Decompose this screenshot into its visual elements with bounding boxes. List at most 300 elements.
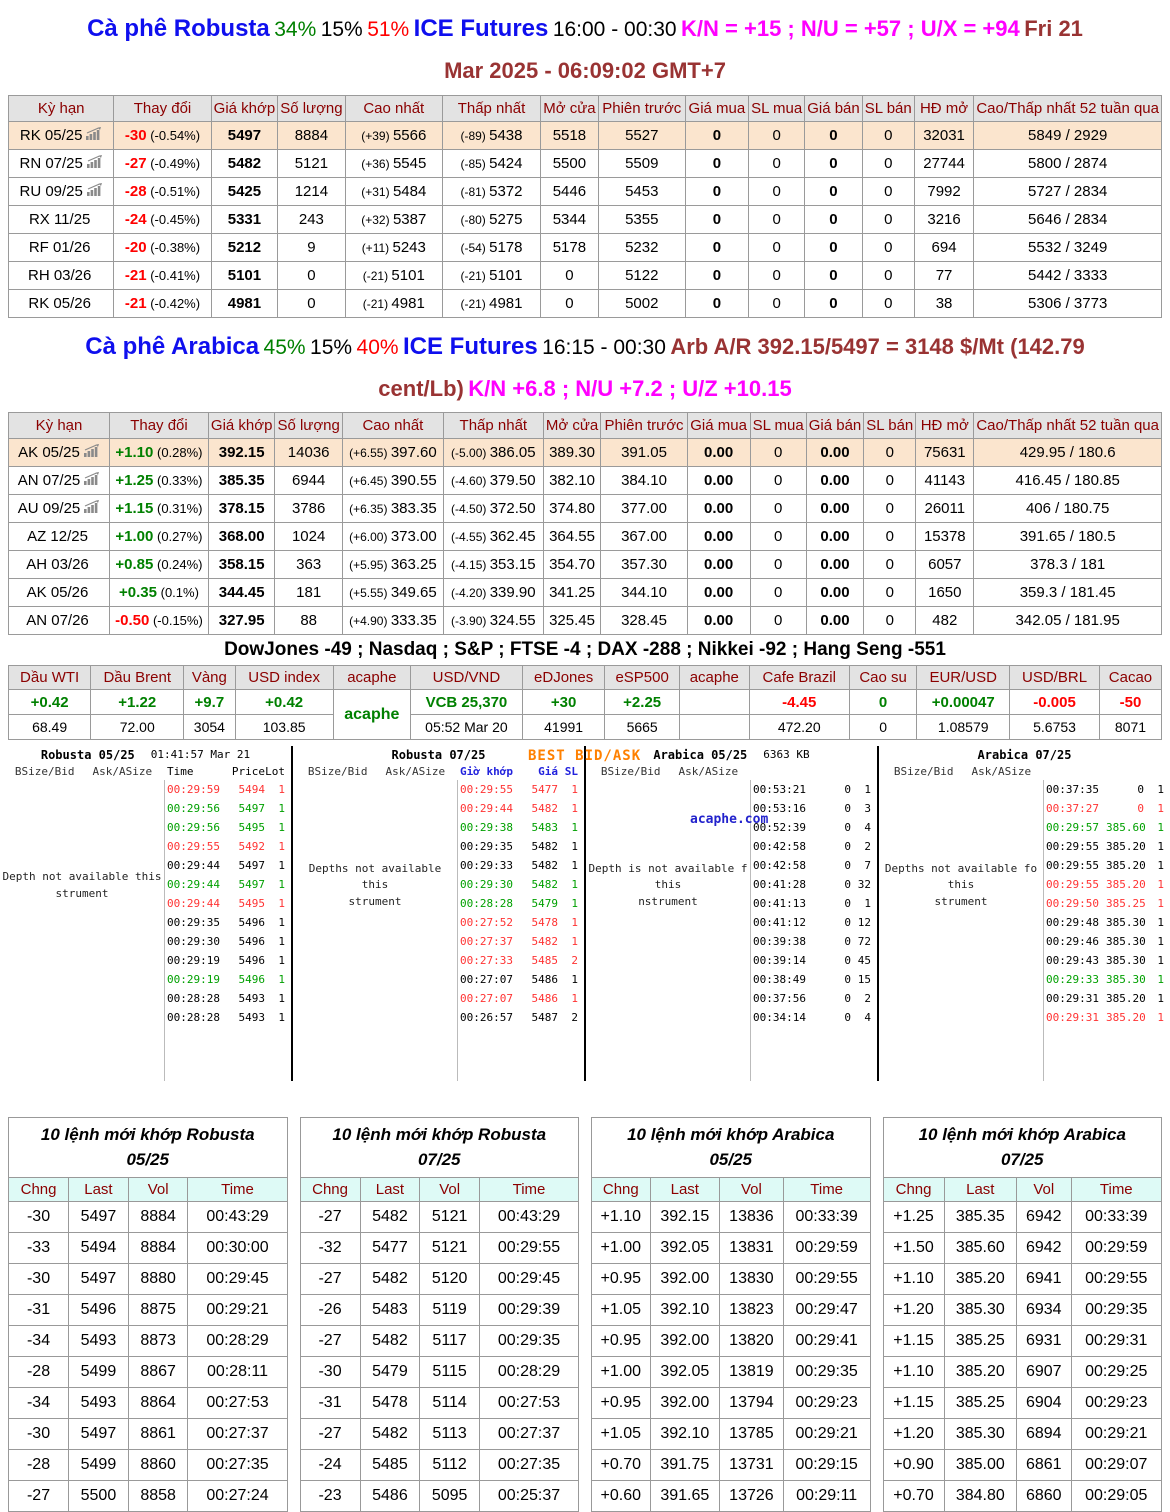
recent-vol-cell: 6894 (1017, 1419, 1072, 1450)
low-cell: (-4.55) 362.45 (443, 523, 543, 551)
depth-panel-subtitle: 01:41:57 Mar 21 (150, 748, 251, 761)
futures-row (9, 607, 1162, 635)
open-interest-cell: 26011 (916, 495, 974, 523)
recent-trade-row (9, 1419, 288, 1450)
recent-last-cell: 392.00 (650, 1388, 719, 1419)
ticker-change-cell: -50 (1099, 690, 1161, 715)
trade-time: 00:29:19 (167, 954, 220, 967)
recent-trades-table (300, 1117, 580, 1512)
recent-vol-cell: 6907 (1017, 1357, 1072, 1388)
open-interest-cell: 482 (916, 607, 974, 635)
high-cell: (+36) 5545 (345, 149, 442, 177)
contract-cell (9, 523, 110, 551)
recent-chng-cell: +0.70 (883, 1481, 944, 1512)
trade-list-row (167, 818, 291, 837)
trade-size: 2 (864, 840, 871, 853)
depth-panel (293, 746, 586, 1081)
trade-time: 00:29:55 (460, 783, 513, 796)
volume-cell: 88 (275, 607, 342, 635)
range-52w-cell: 391.65 / 180.5 (974, 523, 1162, 551)
trade-price: 0 (844, 859, 851, 872)
recent-trade-row (883, 1450, 1162, 1481)
previous-cell: 5122 (598, 261, 685, 289)
recent-chng-cell: -32 (300, 1233, 360, 1264)
depth-column-headers (879, 763, 1170, 780)
recent-chng-cell: +0.95 (592, 1264, 651, 1295)
ticker-value-cell: 5665 (605, 715, 680, 740)
recent-trade-row (592, 1202, 871, 1233)
trade-size: 32 (857, 878, 871, 891)
change-cell (114, 261, 211, 289)
trade-time: 00:29:30 (460, 878, 513, 891)
futures-row (9, 289, 1162, 317)
high-cell: (-21) 5101 (345, 261, 442, 289)
column-header: Mở cửa (543, 413, 601, 439)
ask-price-cell: 0.00 (806, 579, 864, 607)
high-delta: (+36) (361, 156, 393, 171)
recent-trade-row (592, 1264, 871, 1295)
ticker-column-header: EUR/USD (917, 666, 1010, 690)
ticker-column-header: Cacao (1099, 666, 1161, 690)
trade-list-headers (460, 765, 584, 778)
contract-label[interactable]: RN 07/25 (19, 154, 83, 172)
bid-size-cell: 0 (749, 289, 805, 317)
contract-label[interactable]: RU 09/25 (19, 182, 83, 200)
ticker-change-cell: 0 (849, 690, 916, 715)
recent-trade-row (883, 1481, 1162, 1512)
trade-time: 00:41:13 (753, 897, 806, 910)
change-value: -28 (124, 182, 147, 200)
change-percent: (0.27%) (153, 529, 203, 544)
contract-cell (9, 467, 110, 495)
trade-price: 5485 (531, 954, 558, 967)
trade-time: 00:29:38 (460, 821, 513, 834)
ticker-change-cell: +0.00047 (917, 690, 1010, 715)
trade-price: 5482 (531, 840, 558, 853)
recent-title: 10 lệnh mới khớp Robusta 07/25 (300, 1118, 579, 1178)
bsize-bid-header: BSize/Bid (893, 765, 954, 778)
trade-time: 00:29:44 (167, 859, 220, 872)
last-price-cell: 5497 (211, 121, 278, 149)
ticker-column-header: acaphe (680, 666, 749, 690)
recent-chng-cell: -26 (300, 1295, 360, 1326)
recent-chng-cell: +0.95 (592, 1388, 651, 1419)
recent-chng-cell: -30 (9, 1264, 69, 1295)
high-delta: (+6.35) (349, 502, 391, 516)
ticker-change-cell: +30 (522, 690, 604, 715)
commodity-ticker-table (8, 665, 1162, 740)
contract-label[interactable]: AN 07/26 (26, 612, 89, 629)
contract-cell (9, 289, 114, 317)
trade-time: 00:27:37 (460, 935, 513, 948)
trade-time: 00:29:31 (1046, 1011, 1099, 1024)
recent-column-header: Chng (883, 1178, 944, 1202)
recent-last-cell: 5499 (69, 1357, 129, 1388)
trade-size: 1 (1157, 935, 1164, 948)
recent-chng-cell: +1.15 (883, 1388, 944, 1419)
trade-list-row (167, 875, 291, 894)
volume-cell: 6944 (275, 467, 342, 495)
futures-row (9, 495, 1162, 523)
column-header: Giá bán (806, 413, 864, 439)
trade-list[interactable] (164, 780, 291, 1081)
low-cell: (-21) 5101 (442, 261, 540, 289)
high-delta: (+5.55) (349, 586, 391, 600)
trade-list-row (753, 837, 877, 856)
recent-time-cell: 00:28:29 (188, 1326, 287, 1357)
chart-icon[interactable] (85, 127, 102, 141)
open-cell: 341.25 (543, 579, 601, 607)
trade-time: 00:29:55 (167, 840, 220, 853)
recent-last-cell: 392.05 (650, 1357, 719, 1388)
high-cell: (+11) 5243 (345, 233, 442, 261)
volume-cell: 1214 (278, 177, 345, 205)
low-cell: (-21) 4981 (442, 289, 540, 317)
arabica-body (9, 439, 1162, 635)
trade-list-row (1046, 951, 1170, 970)
bid-price-cell: 0.00 (687, 495, 750, 523)
last-price-cell: 378.15 (208, 495, 275, 523)
recent-trade-row (300, 1233, 579, 1264)
trade-time: 00:26:57 (460, 1011, 513, 1024)
high-delta: (+6.45) (349, 474, 391, 488)
recent-chng-cell: -34 (9, 1326, 69, 1357)
trade-size: 1 (278, 935, 285, 948)
trade-time: 00:27:33 (460, 954, 513, 967)
chart-icon[interactable] (83, 444, 100, 458)
volume-cell: 8884 (278, 121, 345, 149)
column-header: SL bán (864, 413, 916, 439)
volume-cell: 3786 (275, 495, 342, 523)
change-cell (110, 579, 209, 607)
ticker-column-header: Dầu WTI (9, 666, 91, 690)
trade-size: 1 (571, 859, 578, 872)
low-cell: (-4.20) 339.90 (443, 579, 543, 607)
trade-price: 5496 (238, 973, 265, 986)
trade-list-row (753, 970, 877, 989)
arabica-exchange: ICE Futures (403, 332, 538, 360)
recent-last-cell: 385.25 (944, 1326, 1016, 1357)
recent-last-cell: 5493 (69, 1388, 129, 1419)
contract-label[interactable]: AU 09/25 (17, 500, 81, 517)
chart-icon[interactable] (83, 500, 100, 514)
volume-cell: 0 (278, 289, 345, 317)
recent-time-cell: 00:29:05 (1071, 1481, 1161, 1512)
recent-trade-row (883, 1295, 1162, 1326)
trade-list-row (753, 780, 877, 799)
recent-time-cell: 00:25:37 (479, 1481, 578, 1512)
recent-last-cell: 392.15 (650, 1202, 719, 1233)
contract-label[interactable]: AH 03/26 (26, 556, 89, 573)
trade-list-row (167, 1008, 291, 1027)
trade-list-row (753, 1008, 877, 1027)
recent-time-cell: 00:29:35 (1071, 1295, 1161, 1326)
change-cell (114, 205, 211, 233)
contract-label[interactable]: AN 07/25 (17, 472, 81, 489)
best-bid-ask-label: BEST BID/ASK (528, 748, 642, 764)
low-delta: (-5.00) (451, 446, 490, 460)
trade-time: 00:29:44 (460, 802, 513, 815)
low-delta: (-4.50) (451, 502, 490, 516)
bid-price-cell: 0 (685, 205, 748, 233)
change-percent: (-0.41%) (146, 267, 201, 283)
recent-time-cell: 00:30:00 (188, 1233, 287, 1264)
open-cell: 5500 (541, 149, 599, 177)
bid-price-cell: 0 (685, 289, 748, 317)
contract-label[interactable]: RX 11/25 (28, 210, 91, 228)
trade-time: 00:29:59 (167, 783, 220, 796)
volume-cell: 9 (278, 233, 345, 261)
recent-time-cell: 00:29:39 (479, 1295, 578, 1326)
ask-asize-header: Ask/ASize (971, 765, 1032, 778)
contract-label[interactable]: AZ 12/25 (27, 528, 88, 545)
datetime-line: Mar 2025 - 06:09:02 GMT+7 (444, 58, 726, 83)
recent-column-header: Last (944, 1178, 1016, 1202)
recent-column-header: Chng (592, 1178, 651, 1202)
column-header: Giá bán (805, 95, 863, 121)
ask-size-cell: 0 (864, 551, 916, 579)
ticker-column-header: Vàng (184, 666, 235, 690)
arabica-session: 16:15 - 00:30 (542, 335, 666, 359)
recent-time-cell: 00:28:11 (188, 1357, 287, 1388)
high-delta: (-21) (362, 296, 392, 311)
recent-chng-cell: -34 (9, 1388, 69, 1419)
change-percent: (0.31%) (153, 501, 203, 516)
high-cell: (+6.45) 390.55 (342, 467, 443, 495)
arabica-heading (0, 318, 1170, 411)
recent-trades-table (8, 1117, 288, 1512)
bid-size-cell: 0 (750, 551, 806, 579)
open-cell: 374.80 (543, 495, 601, 523)
depth-section (0, 746, 1170, 1081)
open-interest-cell: 38 (914, 289, 974, 317)
open-cell: 0 (541, 289, 599, 317)
range-52w-cell: 416.45 / 180.85 (974, 467, 1162, 495)
contract-label[interactable]: RF 01/26 (28, 238, 91, 256)
chart-icon[interactable] (83, 472, 100, 486)
change-value: +0.85 (115, 556, 154, 573)
contract-label[interactable]: AK 05/25 (18, 444, 80, 461)
high-cell: (+31) 5484 (345, 177, 442, 205)
trade-list-row (1046, 913, 1170, 932)
recent-last-cell: 385.25 (944, 1388, 1016, 1419)
recent-vol-cell: 5121 (420, 1202, 480, 1233)
recent-chng-cell: -31 (9, 1295, 69, 1326)
trade-price: 5477 (531, 783, 558, 796)
chart-icon[interactable] (86, 155, 103, 169)
change-cell (114, 121, 211, 149)
recent-trade-row (300, 1357, 579, 1388)
trade-list[interactable] (1043, 780, 1170, 1081)
recent-chng-cell: +1.05 (592, 1419, 651, 1450)
recent-last-cell: 385.30 (944, 1419, 1016, 1450)
recent-last-cell: 392.10 (650, 1419, 719, 1450)
trade-time: 00:29:55 (1046, 840, 1099, 853)
range-52w-cell: 406 / 180.75 (974, 495, 1162, 523)
trade-size: 1 (278, 992, 285, 1005)
trade-list-row (460, 837, 584, 856)
high-cell: (+39) 5566 (345, 121, 442, 149)
trade-time: 00:53:21 (753, 783, 806, 796)
change-value: +1.00 (115, 528, 154, 545)
trade-time: 00:28:28 (167, 1011, 220, 1024)
recent-chng-cell: -30 (9, 1419, 69, 1450)
recent-time-cell: 00:29:21 (188, 1295, 287, 1326)
recent-time-cell: 00:29:55 (1071, 1264, 1161, 1295)
trade-size: 3 (864, 802, 871, 815)
trade-list-row (460, 932, 584, 951)
futures-row (9, 121, 1162, 149)
trade-size: 1 (1157, 992, 1164, 1005)
recent-last-cell: 385.30 (944, 1295, 1016, 1326)
change-value: +1.15 (115, 500, 154, 517)
recent-vol-cell: 5113 (420, 1419, 480, 1450)
recent-column-header: Last (69, 1178, 129, 1202)
open-cell: 389.30 (543, 439, 601, 467)
ask-price-cell: 0.00 (806, 607, 864, 635)
ask-size-cell: 0 (864, 579, 916, 607)
recent-chng-cell: -23 (300, 1481, 360, 1512)
trade-list-row (753, 818, 877, 837)
trade-size: 45 (857, 954, 871, 967)
recent-vol-cell: 6861 (1017, 1450, 1072, 1481)
contract-label[interactable]: RH 03/26 (27, 266, 92, 284)
trade-price: 385.30 (1106, 973, 1146, 986)
recent-time-cell: 00:43:29 (188, 1202, 287, 1233)
open-interest-cell: 694 (914, 233, 974, 261)
column-header: Thấp nhất (443, 413, 543, 439)
open-interest-cell: 6057 (916, 551, 974, 579)
change-value: -24 (124, 210, 147, 228)
trade-size: 2 (864, 992, 871, 1005)
contract-label[interactable]: AK 05/26 (26, 584, 89, 601)
recent-header-row (9, 1178, 288, 1202)
ticker-column-header: eSP500 (605, 666, 680, 690)
ticker-value-row (9, 715, 1162, 740)
trade-time: 00:27:07 (460, 992, 513, 1005)
bid-price-cell: 0.00 (687, 579, 750, 607)
contract-label[interactable]: RK 05/25 (19, 126, 83, 144)
trade-price: 0 (844, 821, 851, 834)
recent-vol-cell: 5120 (420, 1264, 480, 1295)
recent-time-cell: 00:29:41 (783, 1326, 870, 1357)
recent-last-cell: 5482 (360, 1264, 420, 1295)
recent-time-cell: 00:33:39 (783, 1202, 870, 1233)
trade-size: 1 (571, 840, 578, 853)
recent-vol-cell: 5121 (420, 1233, 480, 1264)
recent-chng-cell: +1.50 (883, 1233, 944, 1264)
open-cell: 382.10 (543, 467, 601, 495)
trade-list-row (460, 970, 584, 989)
recent-vol-cell: 8861 (128, 1419, 188, 1450)
change-cell (114, 289, 211, 317)
recent-chng-cell: +1.20 (883, 1419, 944, 1450)
bid-ask-column-headers (586, 765, 753, 778)
recent-title: 10 lệnh mới khớp Robusta 05/25 (9, 1118, 288, 1178)
bid-size-cell: 0 (749, 121, 805, 149)
change-cell (114, 149, 211, 177)
trade-list-row (1046, 875, 1170, 894)
bid-size-cell: 0 (749, 149, 805, 177)
recent-vol-cell: 8867 (128, 1357, 188, 1388)
bid-price-cell: 0 (685, 121, 748, 149)
recent-chng-cell: +0.70 (592, 1450, 651, 1481)
low-delta: (-21) (460, 296, 490, 311)
trade-size: 1 (278, 783, 285, 796)
contract-cell (9, 233, 114, 261)
trade-list-row (753, 856, 877, 875)
trade-size: 1 (864, 897, 871, 910)
trade-time: 00:29:30 (167, 935, 220, 948)
contract-cell (9, 121, 114, 149)
trade-size: 1 (571, 973, 578, 986)
recent-time-cell: 00:29:21 (783, 1419, 870, 1450)
low-cell: (-3.90) 324.55 (443, 607, 543, 635)
trade-list-row (1046, 799, 1170, 818)
recent-column-header: Last (650, 1178, 719, 1202)
recent-trade-row (592, 1326, 871, 1357)
recent-vol-cell: 5119 (420, 1295, 480, 1326)
trade-time: 00:42:58 (753, 859, 806, 872)
volume-cell: 14036 (275, 439, 342, 467)
change-percent: (-0.49%) (146, 155, 201, 171)
recent-chng-cell: +1.00 (592, 1233, 651, 1264)
recent-chng-cell: -27 (300, 1326, 360, 1357)
recent-time-cell: 00:27:53 (479, 1388, 578, 1419)
range-52w-cell: 429.95 / 180.6 (974, 439, 1162, 467)
ask-price-cell: 0.00 (806, 523, 864, 551)
last-price-cell: 4981 (211, 289, 278, 317)
recent-column-header: Vol (720, 1178, 784, 1202)
recent-last-cell: 392.00 (650, 1326, 719, 1357)
recent-trade-row (883, 1264, 1162, 1295)
recent-time-cell: 00:27:37 (479, 1419, 578, 1450)
ask-size-cell: 0 (862, 177, 914, 205)
change-value: -21 (124, 294, 147, 312)
trade-size: 7 (864, 859, 871, 872)
high-delta: (-21) (362, 268, 392, 283)
trade-list[interactable] (457, 780, 584, 1081)
recent-time-cell: 00:29:45 (188, 1264, 287, 1295)
arabica-pct-red: 40% (356, 335, 399, 359)
trade-list-row (167, 989, 291, 1008)
column-header: Cao nhất (342, 413, 443, 439)
chart-icon[interactable] (86, 183, 103, 197)
depth-panel-title: Robusta 05/25 (40, 747, 135, 762)
trade-time: 00:37:35 (1046, 783, 1099, 796)
previous-cell: 5527 (598, 121, 685, 149)
open-interest-cell: 77 (914, 261, 974, 289)
column-header: Thay đổi (114, 95, 211, 121)
last-price-cell: 5482 (211, 149, 278, 177)
acaphe-watermark: acaphe.com (690, 812, 769, 827)
ask-price-cell: 0 (805, 233, 863, 261)
open-cell: 5446 (541, 177, 599, 205)
futures-row (9, 579, 1162, 607)
arabica-pct-mid: 15% (310, 335, 353, 359)
contract-label[interactable]: RK 05/26 (28, 294, 91, 312)
recent-time-cell: 00:33:39 (1071, 1202, 1161, 1233)
column-header: Giá mua (685, 95, 748, 121)
trade-price: 5496 (238, 954, 265, 967)
trade-list[interactable] (750, 780, 877, 1081)
recent-title: 10 lệnh mới khớp Arabica 07/25 (883, 1118, 1162, 1178)
arabica-pct-green: 45% (263, 335, 306, 359)
change-percent: (-0.54%) (146, 127, 201, 143)
ticker-change-cell: +0.42 (235, 690, 333, 715)
ticker-value-cell: 8071 (1099, 715, 1161, 740)
recent-time-cell: 00:29:07 (1071, 1450, 1161, 1481)
